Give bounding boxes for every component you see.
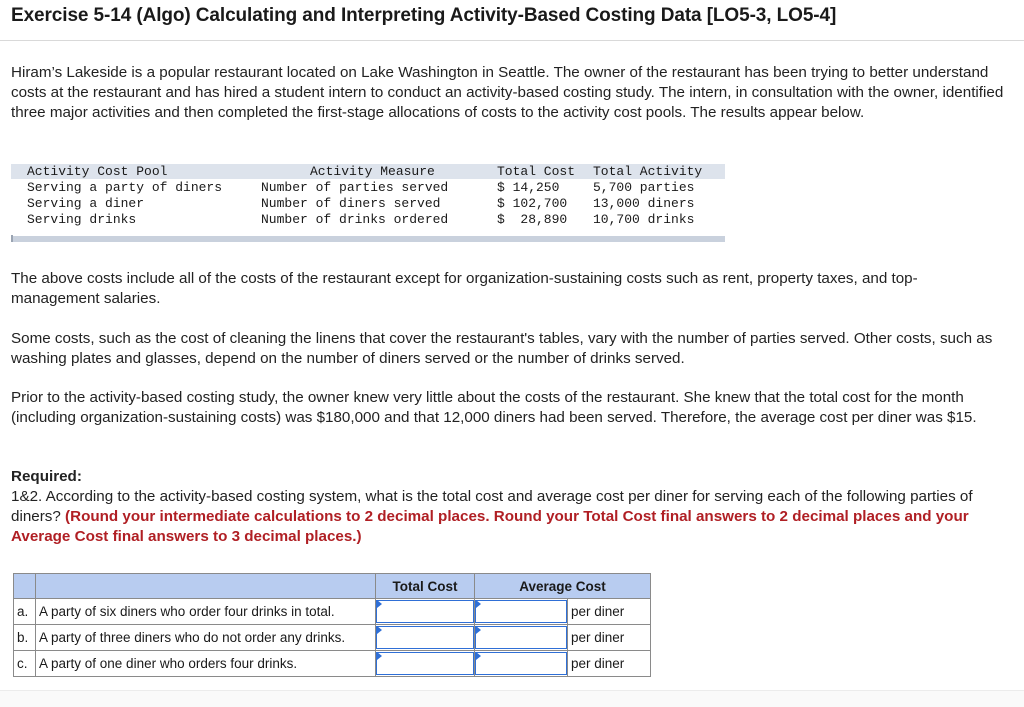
table-row [14, 599, 651, 625]
cost-table-header-row [27, 164, 727, 180]
required-section [11, 467, 1006, 547]
cost-table-row [27, 196, 727, 212]
unit-label: per diner [568, 625, 651, 651]
intro-paragraph: Hiram’s Lakeside is a popular restaurant located on Lake Washington in Seattle. The owner of the restaurant has been trying to better understand costs at the restaurant and has hired a student intern to conduct an activity-based costing study. The intern, in consultation with the owner, identified three major activities and then completed the first-stage allocations of costs to the activity cost pools. The results appear below. [11, 64, 1004, 121]
total-cost-cell [376, 651, 475, 677]
table-row [14, 651, 651, 677]
input-marker-icon [377, 626, 382, 634]
bottom-strip [0, 690, 1024, 707]
average-cost-input-c[interactable] [475, 652, 567, 675]
input-marker-icon [377, 652, 382, 660]
total-cost-cell [376, 599, 475, 625]
row-letter: c. [14, 651, 36, 677]
required-question: 1&2. According to the activity-based costing system, what is the total cost and average cost per diner for serving each of the following parties of diners? [11, 488, 973, 525]
average-cost-input-a[interactable] [475, 600, 567, 623]
unit-label: per diner [568, 599, 651, 625]
answer-table-header [14, 574, 651, 599]
row-letter: a. [14, 599, 36, 625]
header-average-cost: Average Cost [475, 574, 651, 599]
unit-label: per diner [568, 651, 651, 677]
total-activity-cell: 13,000 diners [593, 196, 695, 211]
input-marker-icon [476, 652, 481, 660]
cost-pool-cell: Serving a diner [27, 196, 145, 211]
total-cost-input-c[interactable] [376, 652, 474, 675]
average-cost-cell [475, 599, 568, 625]
table-row [14, 625, 651, 651]
activity-cost-table [11, 164, 725, 242]
header-total-cost: Total Cost [497, 164, 576, 179]
input-marker-icon [476, 600, 481, 608]
cost-pool-cell: Serving drinks [27, 212, 137, 227]
row-description: A party of six diners who order four drinks in total. [36, 599, 376, 625]
total-cost-cell [376, 625, 475, 651]
prior-knowledge-paragraph: Prior to the activity-based costing study, the owner knew very little about the costs of the restaurant. She knew that the total cost for the month (including organization-sustaining costs) was $180,000 and that 12,000 diners had been served. Therefore, the average cost per diner was $15. [11, 389, 977, 426]
total-cost-cell: $ 14,250 [497, 180, 560, 195]
answer-table [13, 573, 651, 677]
total-activity-cell: 5,700 parties [593, 180, 695, 195]
cost-table-bottom-bar [11, 236, 725, 242]
row-description: A party of three diners who do not order any drinks. [36, 625, 376, 651]
header-blank-desc [36, 574, 376, 599]
exclusions-paragraph: The above costs include all of the costs of the restaurant except for organization-sustaining costs such as rent, property taxes, and top-management salaries. [11, 270, 918, 307]
cost-pool-cell: Serving a party of diners [27, 180, 223, 195]
header-cost-pool: Activity Cost Pool [27, 164, 168, 179]
cost-table-row [27, 180, 727, 196]
activity-measure-cell: Number of diners served [261, 196, 441, 211]
row-letter: b. [14, 625, 36, 651]
total-cost-input-a[interactable] [376, 600, 474, 623]
header-total-cost: Total Cost [376, 574, 475, 599]
row-description: A party of one diner who orders four drinks. [36, 651, 376, 677]
cost-behavior-paragraph: Some costs, such as the cost of cleaning the linens that cover the restaurant's tables, vary with the number of parties served. Other costs, such as washing plates and glasses, depend on the number of diners served or the number of drinks served. [11, 330, 993, 367]
average-cost-cell [475, 651, 568, 677]
header-activity-measure: Activity Measure [310, 164, 435, 179]
input-marker-icon [377, 600, 382, 608]
total-cost-cell: $ 28,890 [497, 212, 568, 227]
activity-measure-cell: Number of drinks ordered [261, 212, 449, 227]
average-cost-input-b[interactable] [475, 626, 567, 649]
rounding-instruction: (Round your intermediate calculations to 2 decimal places. Round your Total Cost final answers to 2 decimal places and your Average Cost final answers to 3 decimal places.) [11, 508, 969, 545]
cost-table-left-tick [11, 235, 13, 242]
header-blank-letter [14, 574, 36, 599]
cost-table-row [27, 212, 727, 228]
title-divider [0, 40, 1024, 41]
total-cost-cell: $ 102,700 [497, 196, 568, 211]
average-cost-cell [475, 625, 568, 651]
header-total-activity: Total Activity [593, 164, 703, 179]
page-title: Exercise 5-14 (Algo) Calculating and Interpreting Activity-Based Costing Data [LO5-3, LO5-4] [11, 5, 837, 26]
activity-measure-cell: Number of parties served [261, 180, 449, 195]
required-label: Required: [11, 468, 82, 485]
total-activity-cell: 10,700 drinks [593, 212, 695, 227]
total-cost-input-b[interactable] [376, 626, 474, 649]
input-marker-icon [476, 626, 481, 634]
